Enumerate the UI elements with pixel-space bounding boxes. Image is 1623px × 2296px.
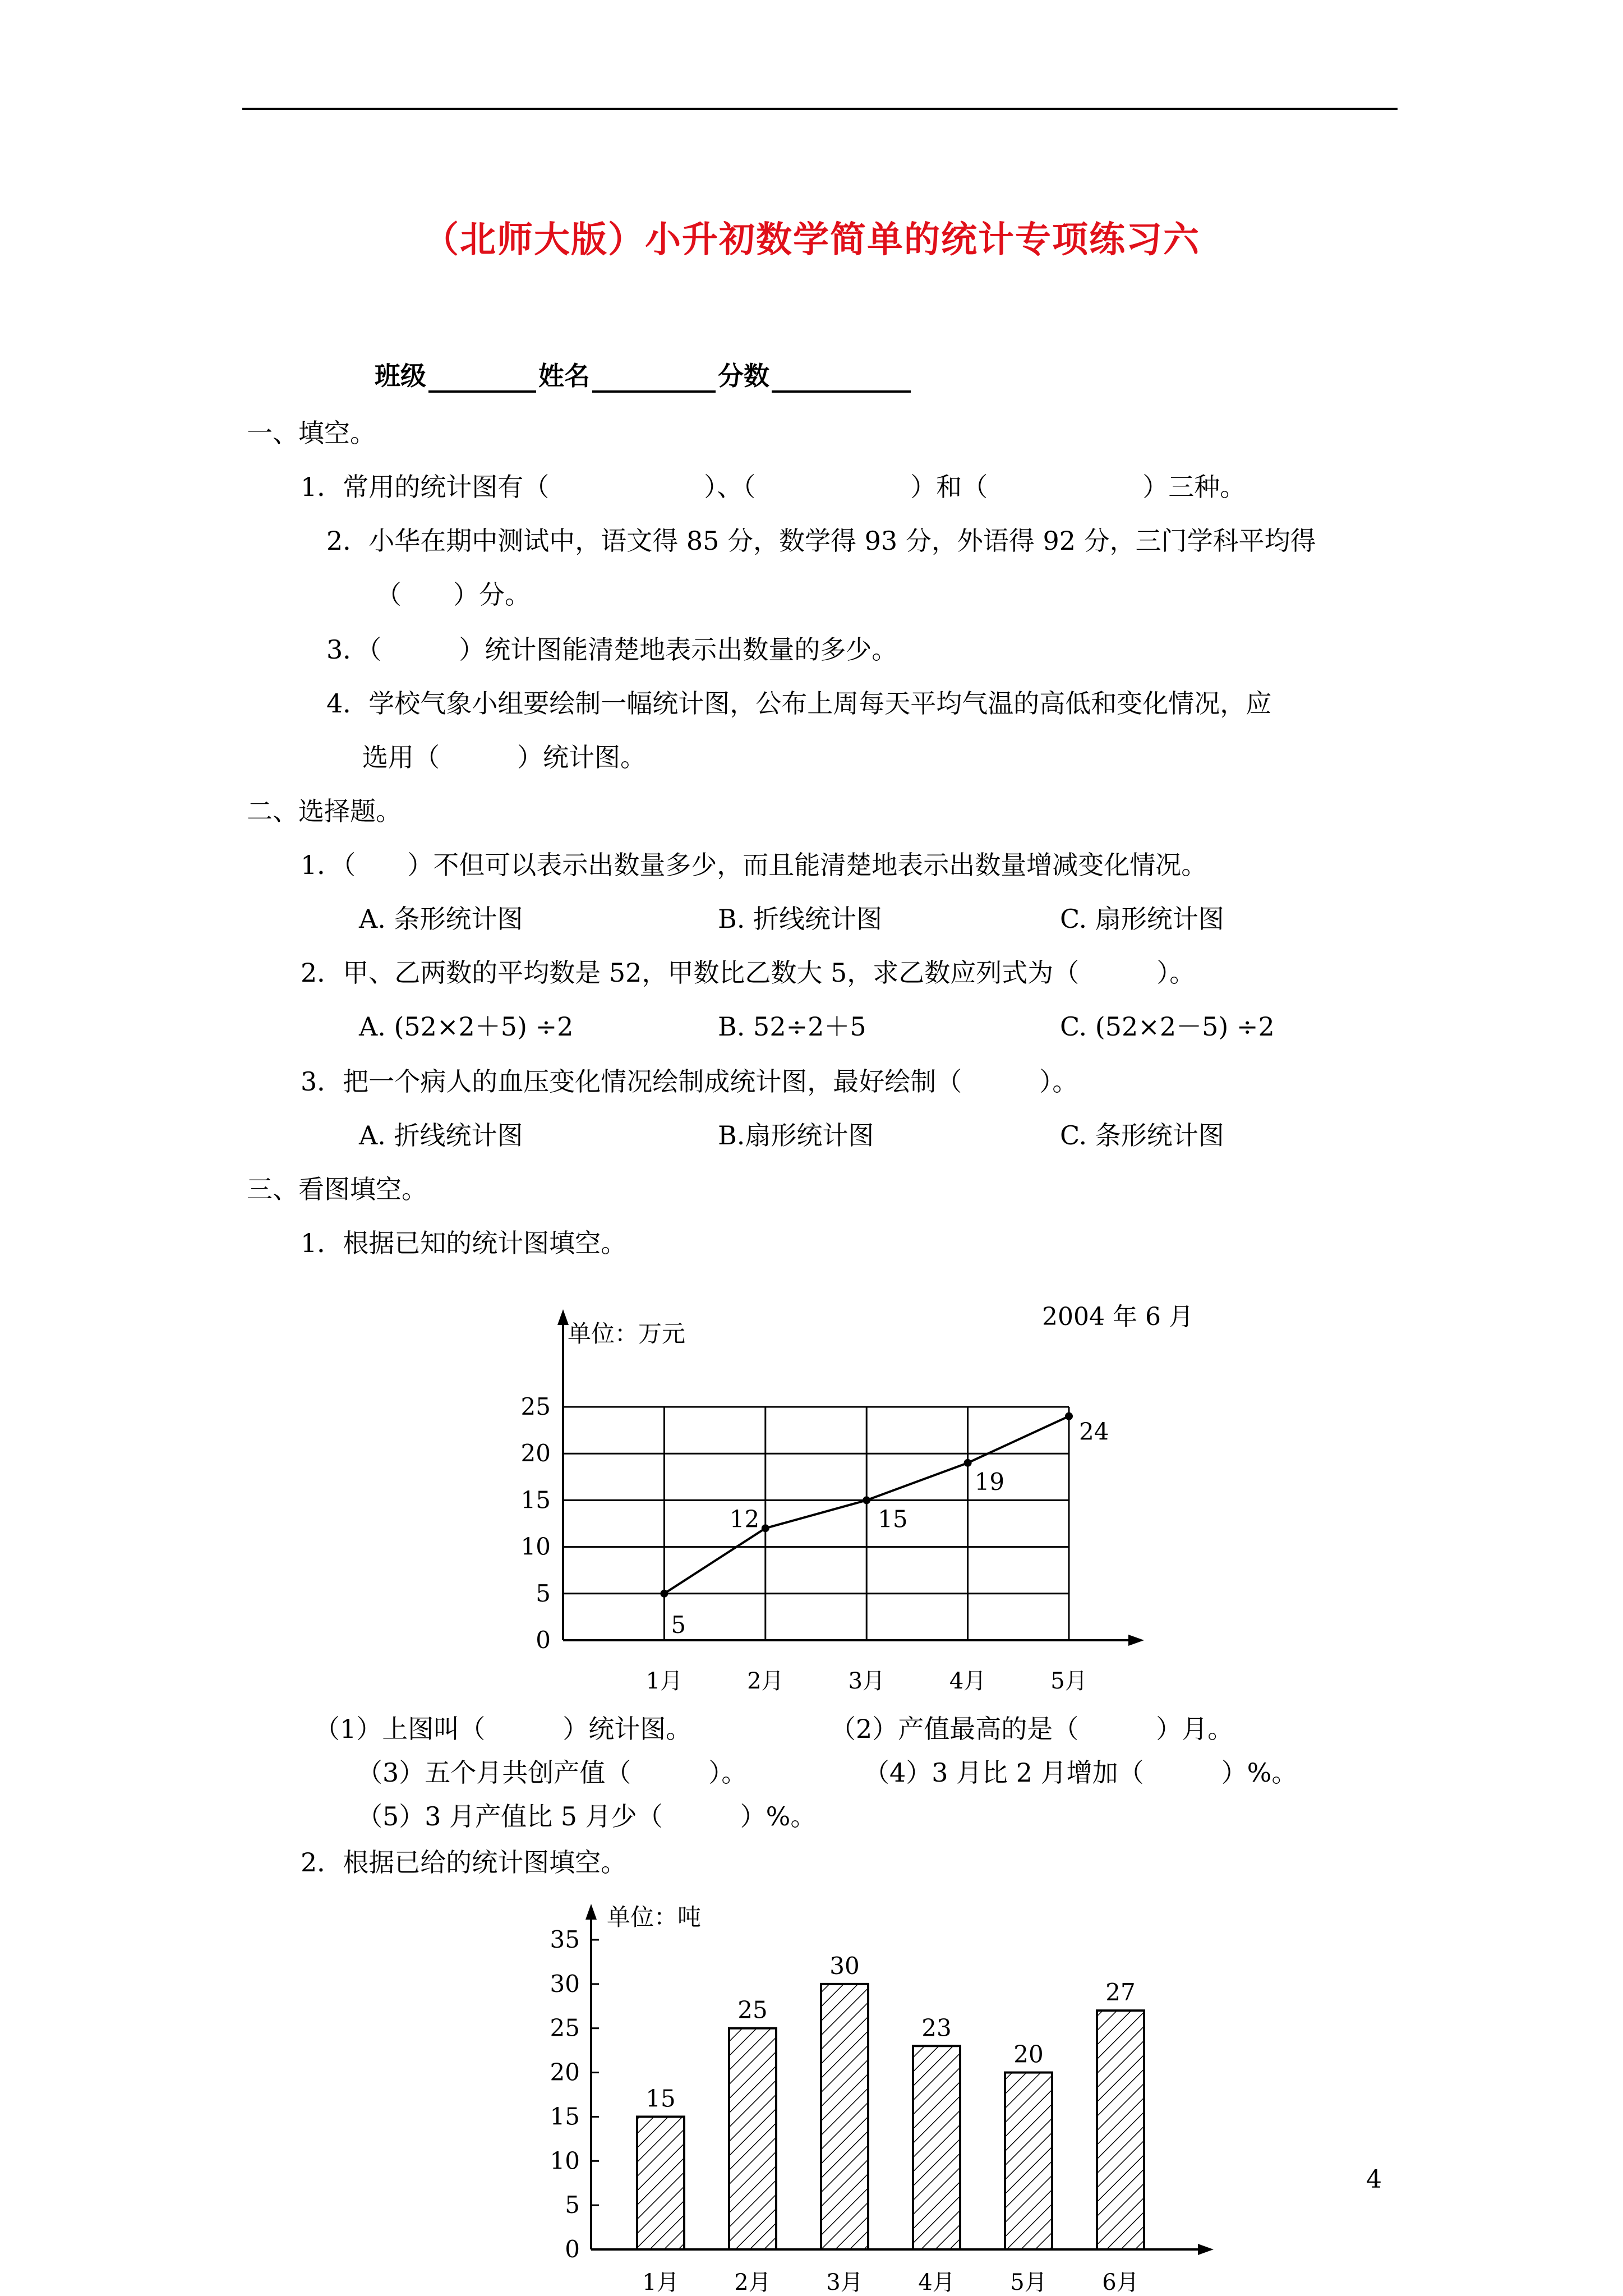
section1-heading: 一、填空。: [247, 418, 376, 448]
page-number: 4: [1366, 2165, 1382, 2194]
y-tick-label: 5: [536, 1579, 551, 1607]
s2-question-3: 3．把一个病人的血压变化情况绘制成统计图，最好绘制（ ）。: [301, 1066, 1078, 1097]
bar: [637, 2116, 684, 2249]
unit-label: 单位：万元: [568, 1320, 686, 1347]
data-point: [762, 1524, 769, 1532]
x-axis-arrow: [1128, 1635, 1144, 1646]
bar-y-tick-label: 35: [550, 1926, 580, 1953]
bar-value-label: 20: [1013, 2040, 1044, 2068]
s3-q1-sub3: （3）五个月共创产值（ ）。: [357, 1757, 748, 1788]
x-tick-label: 4月: [949, 1668, 986, 1694]
s2-q2-option-a[interactable]: A. (52×2＋5) ÷2: [359, 1011, 574, 1042]
data-label: 5: [671, 1611, 686, 1639]
data-label: 24: [1079, 1418, 1109, 1446]
bar-y-tick-label: 5: [565, 2191, 580, 2219]
x-tick-label: 1月: [645, 1668, 683, 1694]
bar-x-tick-label: 2月: [734, 2270, 771, 2295]
y-tick-label: 0: [536, 1626, 551, 1654]
data-point: [863, 1496, 870, 1504]
s2-q3-option-a[interactable]: A. 折线统计图: [359, 1120, 523, 1151]
data-point: [964, 1459, 972, 1467]
y-tick-label: 25: [520, 1393, 551, 1420]
bar-value-label: 30: [829, 1952, 860, 1980]
s2-question-1: 1．（ ）不但可以表示出数量多少，而且能清楚地表示出数量增减变化情况。: [301, 850, 1207, 880]
s2-q3-option-b[interactable]: B.扇形统计图: [718, 1120, 874, 1151]
s3-q1-sub5: （5）3 月产值比 5 月少（ ）%。: [357, 1801, 817, 1832]
s1-question-2-line2: （ ）分。: [376, 579, 531, 610]
class-label: 班级: [375, 361, 426, 391]
s2-q1-option-c[interactable]: C. 扇形统计图: [1060, 904, 1224, 934]
s2-q3-option-c[interactable]: C. 条形统计图: [1060, 1120, 1224, 1151]
bar-x-tick-label: 4月: [918, 2270, 955, 2295]
data-label: 15: [878, 1505, 908, 1533]
data-point: [660, 1590, 668, 1598]
y-tick-label: 15: [520, 1486, 551, 1514]
bar-x-axis-arrow: [1198, 2244, 1214, 2255]
bar-y-tick-label: 25: [550, 2014, 580, 2042]
bar: [821, 1984, 868, 2249]
section3-heading: 三、看图填空。: [247, 1174, 427, 1204]
y-tick-label: 10: [520, 1533, 551, 1561]
bar: [1097, 2010, 1144, 2249]
bar-y-tick-label: 20: [550, 2058, 580, 2086]
bar-value-label: 27: [1105, 1978, 1136, 2007]
data-label: 12: [729, 1505, 760, 1533]
s1-question-4-line2: 选用（ ）统计图。: [362, 742, 646, 772]
s2-q2-option-b[interactable]: B. 52÷2＋5: [718, 1011, 866, 1042]
s1-question-4-line1: 4．学校气象小组要绘制一幅统计图，公布上周每天平均气温的高低和变化情况，应: [326, 688, 1272, 719]
bar: [1005, 2073, 1052, 2249]
s1-question-2-line1: 2．小华在期中测试中，语文得 85 分，数学得 93 分，外语得 92 分，三门学科平均得: [326, 526, 1316, 556]
section2-heading: 二、选择题。: [247, 796, 402, 826]
bar-y-tick-label: 15: [550, 2102, 580, 2131]
bar-y-tick-label: 10: [550, 2147, 580, 2175]
bar-x-tick-label: 6月: [1102, 2270, 1139, 2295]
score-label: 分数: [718, 361, 769, 391]
bar-value-label: 25: [737, 1996, 768, 2024]
bar-unit-label: 单位：吨: [607, 1903, 702, 1931]
data-point: [1065, 1412, 1073, 1420]
x-tick-label: 3月: [848, 1668, 885, 1694]
name-label: 姓名: [538, 361, 590, 391]
bar-y-tick-label: 30: [550, 1970, 580, 1998]
chart-title: 2004 年 6 月: [1042, 1303, 1193, 1331]
y-axis-arrow: [557, 1309, 569, 1325]
data-label: 19: [974, 1467, 1005, 1496]
s3-question-1: 1．根据已知的统计图填空。: [301, 1228, 627, 1258]
s3-q1-sub4: （4）3 月比 2 月增加（ ）%。: [864, 1757, 1298, 1788]
s2-question-2: 2．甲、乙两数的平均数是 52，甲数比乙数大 5，求乙数应列式为（ ）。: [301, 958, 1196, 988]
s1-question-1: 1．常用的统计图有（ ）、（ ）和（ ）三种。: [301, 472, 1246, 502]
s2-q1-option-b[interactable]: B. 折线统计图: [718, 904, 883, 934]
y-tick-label: 20: [520, 1439, 551, 1467]
bar: [729, 2028, 776, 2249]
s3-q1-sub2: （2）产值最高的是（ ）月。: [830, 1714, 1234, 1744]
page-title: （北师大版）小升初数学简单的统计专项练习六: [423, 219, 1200, 261]
bar-value-label: 15: [645, 2085, 676, 2113]
x-tick-label: 5月: [1050, 1668, 1087, 1694]
bar-x-tick-label: 5月: [1010, 2270, 1047, 2295]
bar-x-tick-label: 1月: [642, 2270, 679, 2295]
s1-question-3: 3．（ ）统计图能清楚地表示出数量的多少。: [326, 634, 898, 665]
bar: [913, 2046, 960, 2249]
x-tick-label: 2月: [747, 1668, 784, 1694]
s2-q2-option-c[interactable]: C. (52×2－5) ÷2: [1060, 1011, 1275, 1042]
s2-q1-option-a[interactable]: A. 条形统计图: [359, 904, 523, 934]
bar-y-tick-label: 0: [565, 2235, 580, 2263]
bar-y-axis-arrow: [585, 1904, 597, 1920]
s3-q1-sub1: （1）上图叫（ ）统计图。: [314, 1714, 692, 1744]
bar-x-tick-label: 3月: [826, 2270, 863, 2295]
bar-value-label: 23: [921, 2014, 952, 2042]
s3-question-2: 2．根据已给的统计图填空。: [301, 1847, 627, 1878]
